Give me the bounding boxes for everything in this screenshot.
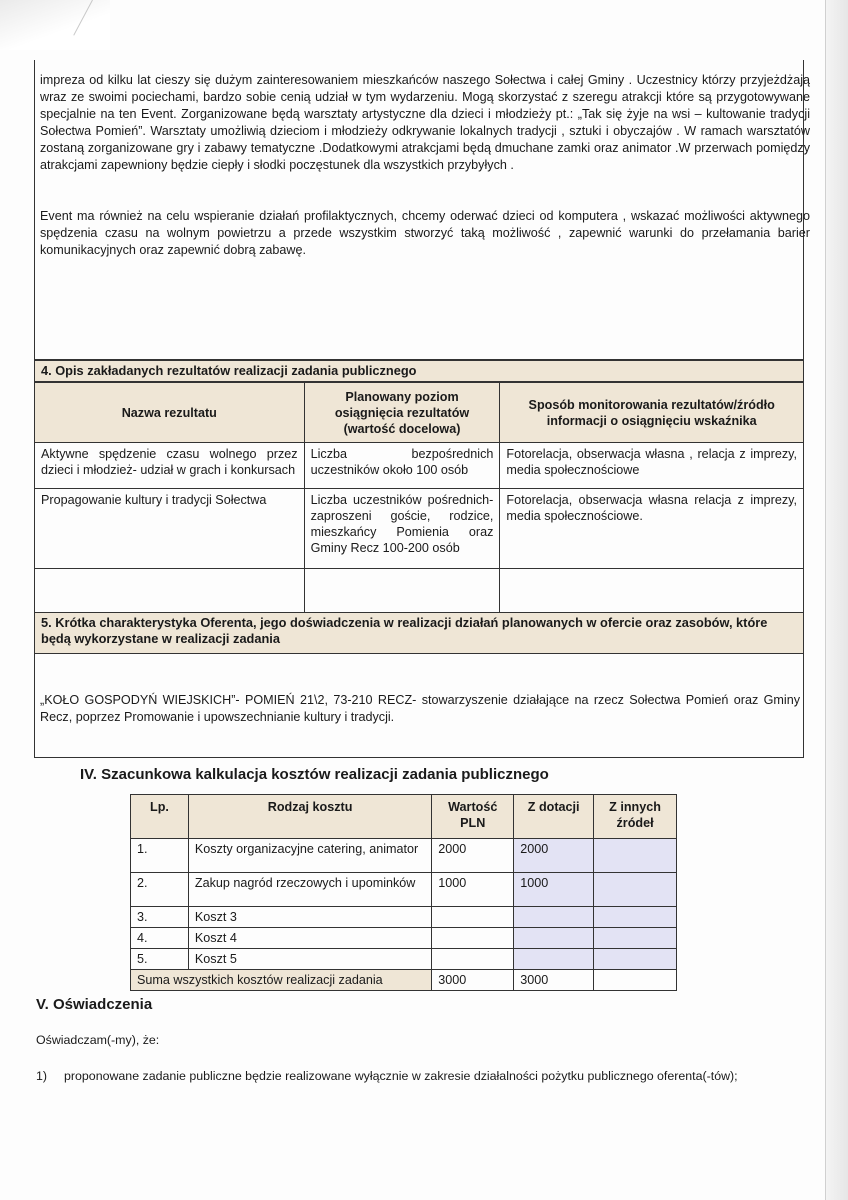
table-row	[131, 839, 677, 873]
value-cell	[432, 928, 514, 949]
section3-paragraph-1: impreza od kilku lat cieszy się dużym zainteresowaniem mieszkańców naszego Sołectwa i całej Gminy . Uczestnicy którzy przyjeżdżają wraz ze swoimi pociechami, bardzo sobie cenią udział w tym wydarzeniu. Mogą skorzystać z szeregu atrakcji które są przygotowywane specjalnie na ten Event. Zorganizowane będą warsztaty artystyczne dla dzieci i młodzieży pt.: „Tak się żyje na wsi – kultowanie tradycji Sołectwa Pomień”. Warsztaty umożliwią dzieciom i młodzieży odkrywanie lokalnych tradycji , sztuki i obyczajów . W ramach warsztatów zostaną zorganizowane gry i zabawy tematyczne .Dodatkowymi atrakcjami będą dmuchane zamki oraz animator .W przerwach pomiędzy atrakcjami zapewniony będzie ciepły i słodki poczęstunek dla wszystkich przybyłych .	[40, 73, 810, 172]
declaration-intro: Oświadczam(-my), że:	[36, 1033, 160, 1047]
declaration-item-1: proponowane zadanie publiczne będzie realizowane wyłącznie w zakresie działalności pożytku publicznego oferenta(-tów);	[64, 1069, 738, 1083]
table-row	[131, 907, 677, 928]
other-cell	[594, 873, 677, 907]
header-planned-level: Planowany poziom osiągnięcia rezultatów (wartość docelowa)	[304, 383, 500, 443]
cost-type-cell: Koszt 5	[188, 949, 431, 970]
cost-type-cell: Koszt 4	[188, 928, 431, 949]
results-header-row	[35, 383, 804, 443]
lp-cell: 4.	[131, 928, 189, 949]
grant-cell	[514, 949, 594, 970]
section-iv-title: IV. Szacunkowa kalkulacja kosztów realizacji zadania publicznego	[80, 766, 549, 783]
header-monitoring: Sposób monitorowania rezultatów/źródło informacji o osiągnięciu wskaźnika	[500, 383, 804, 443]
sum-other-cell	[594, 970, 677, 991]
other-cell	[594, 949, 677, 970]
value-cell	[432, 907, 514, 928]
header-other-sources: Z innych źródeł	[594, 795, 677, 839]
cost-type-cell: Zakup nagród rzeczowych i upominków	[188, 873, 431, 907]
lp-cell: 1.	[131, 839, 189, 873]
cost-table	[130, 794, 677, 991]
table-row	[131, 928, 677, 949]
table-row	[131, 873, 677, 907]
declaration-item-number: 1)	[36, 1069, 48, 1083]
result-name-cell: Aktywne spędzenie czasu wolnego przez dzieci i młodzież- udział w grach i konkursach	[35, 443, 305, 489]
other-cell	[594, 907, 677, 928]
header-result-name: Nazwa rezultatu	[35, 383, 305, 443]
lp-cell: 2.	[131, 873, 189, 907]
results-table	[34, 382, 804, 615]
other-cell	[594, 928, 677, 949]
cost-type-cell: Koszty organizacyjne catering, animator	[188, 839, 431, 873]
planned-level-cell: Liczba bezpośrednich uczestników około 100 osób	[304, 443, 500, 489]
lp-cell: 3.	[131, 907, 189, 928]
grant-cell	[514, 907, 594, 928]
value-cell: 2000	[432, 839, 514, 873]
table-row	[35, 489, 804, 569]
planned-level-cell: Liczba uczestników pośrednich-zaproszeni goście, rodzice, mieszkańcy Pomienia oraz Gminy Recz 100-200 osób	[304, 489, 500, 569]
section3-paragraph-2: Event ma również na celu wspieranie działań profilaktycznych, chcemy oderwać dzieci od komputera , wskazać możliwości aktywnego spędzenia czasu na wolnym powietrzu a przede wszystkim stworzyć taką możliwość , zapewnić warunki do przełamania barier komunikacyjnych oraz zapewnić dobrą zabawę.	[40, 209, 810, 257]
grant-cell: 1000	[514, 873, 594, 907]
section5-text: „KOŁO GOSPODYŃ WIEJSKICH”- POMIEŃ 21\2, 73-210 RECZ- stowarzyszenie działające na rzecz Sołectwa Pomień oraz Gminy Recz, poprzez Promowanie i upowszechnianie kultury i tradycji.	[40, 693, 800, 724]
planned-level-cell	[304, 569, 500, 615]
cost-type-cell: Koszt 3	[188, 907, 431, 928]
sum-label: Suma wszystkich kosztów realizacji zadania	[131, 970, 432, 991]
header-cost-type: Rodzaj kosztu	[188, 795, 431, 839]
table-row	[35, 443, 804, 489]
section5-title: 5. Krótka charakterystyka Oferenta, jego doświadczenia w realizacji działań planowanych w ofercie oraz zasobów, które będą wykorzystane w realizacji zadania	[34, 612, 804, 654]
header-lp: Lp.	[131, 795, 189, 839]
value-cell	[432, 949, 514, 970]
folded-corner	[0, 0, 110, 50]
cost-header-row	[131, 795, 677, 839]
table-row	[35, 569, 804, 615]
sum-grant-cell: 3000	[514, 970, 594, 991]
scan-edge-shadow	[825, 0, 848, 1200]
section-v-title: V. Oświadczenia	[36, 996, 153, 1013]
table-row	[131, 949, 677, 970]
sum-value-cell: 3000	[432, 970, 514, 991]
value-cell: 1000	[432, 873, 514, 907]
monitoring-cell: Fotorelacja, obserwacja własna , relacja z imprezy, media społecznościowe	[500, 443, 804, 489]
monitoring-cell	[500, 569, 804, 615]
other-cell	[594, 839, 677, 873]
header-grant: Z dotacji	[514, 795, 594, 839]
result-name-cell: Propagowanie kultury i tradycji Sołectwa	[35, 489, 305, 569]
grant-cell: 2000	[514, 839, 594, 873]
monitoring-cell: Fotorelacja, obserwacja własna relacja z imprezy, media społecznościowe.	[500, 489, 804, 569]
grant-cell	[514, 928, 594, 949]
header-value: Wartość PLN	[432, 795, 514, 839]
result-name-cell	[35, 569, 305, 615]
lp-cell: 5.	[131, 949, 189, 970]
sum-row	[131, 970, 677, 991]
section4-title: 4. Opis zakładanych rezultatów realizacji zadania publicznego	[34, 360, 804, 382]
